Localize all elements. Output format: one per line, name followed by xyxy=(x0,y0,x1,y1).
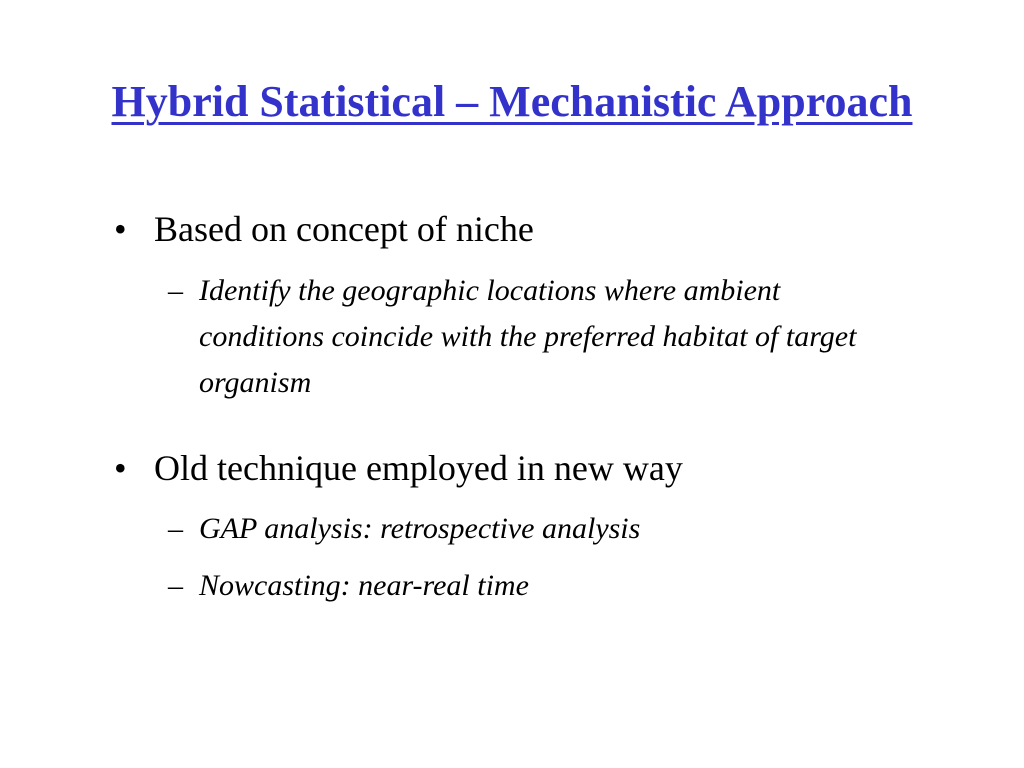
bullet-text: Based on concept of niche xyxy=(154,209,534,249)
slide-title: Hybrid Statistical – Mechanistic Approach xyxy=(111,77,913,126)
sub-bullet-marker: – xyxy=(168,274,183,307)
sub-bullet-marker: – xyxy=(168,512,183,545)
sub-bullet-text: GAP analysis: retrospective analysis xyxy=(199,512,641,545)
sub-bullet-marker: – xyxy=(168,569,183,602)
bullet-text: Old technique employed in new way xyxy=(154,448,683,488)
sub-bullet-text: Identify the geographic locations where ambient conditions coincide with the preferred habitat of target organism xyxy=(199,274,857,399)
sub-bullet-text: Nowcasting: near-real time xyxy=(199,569,529,602)
bullet-marker: • xyxy=(114,448,127,488)
bullet-marker: • xyxy=(114,209,127,249)
